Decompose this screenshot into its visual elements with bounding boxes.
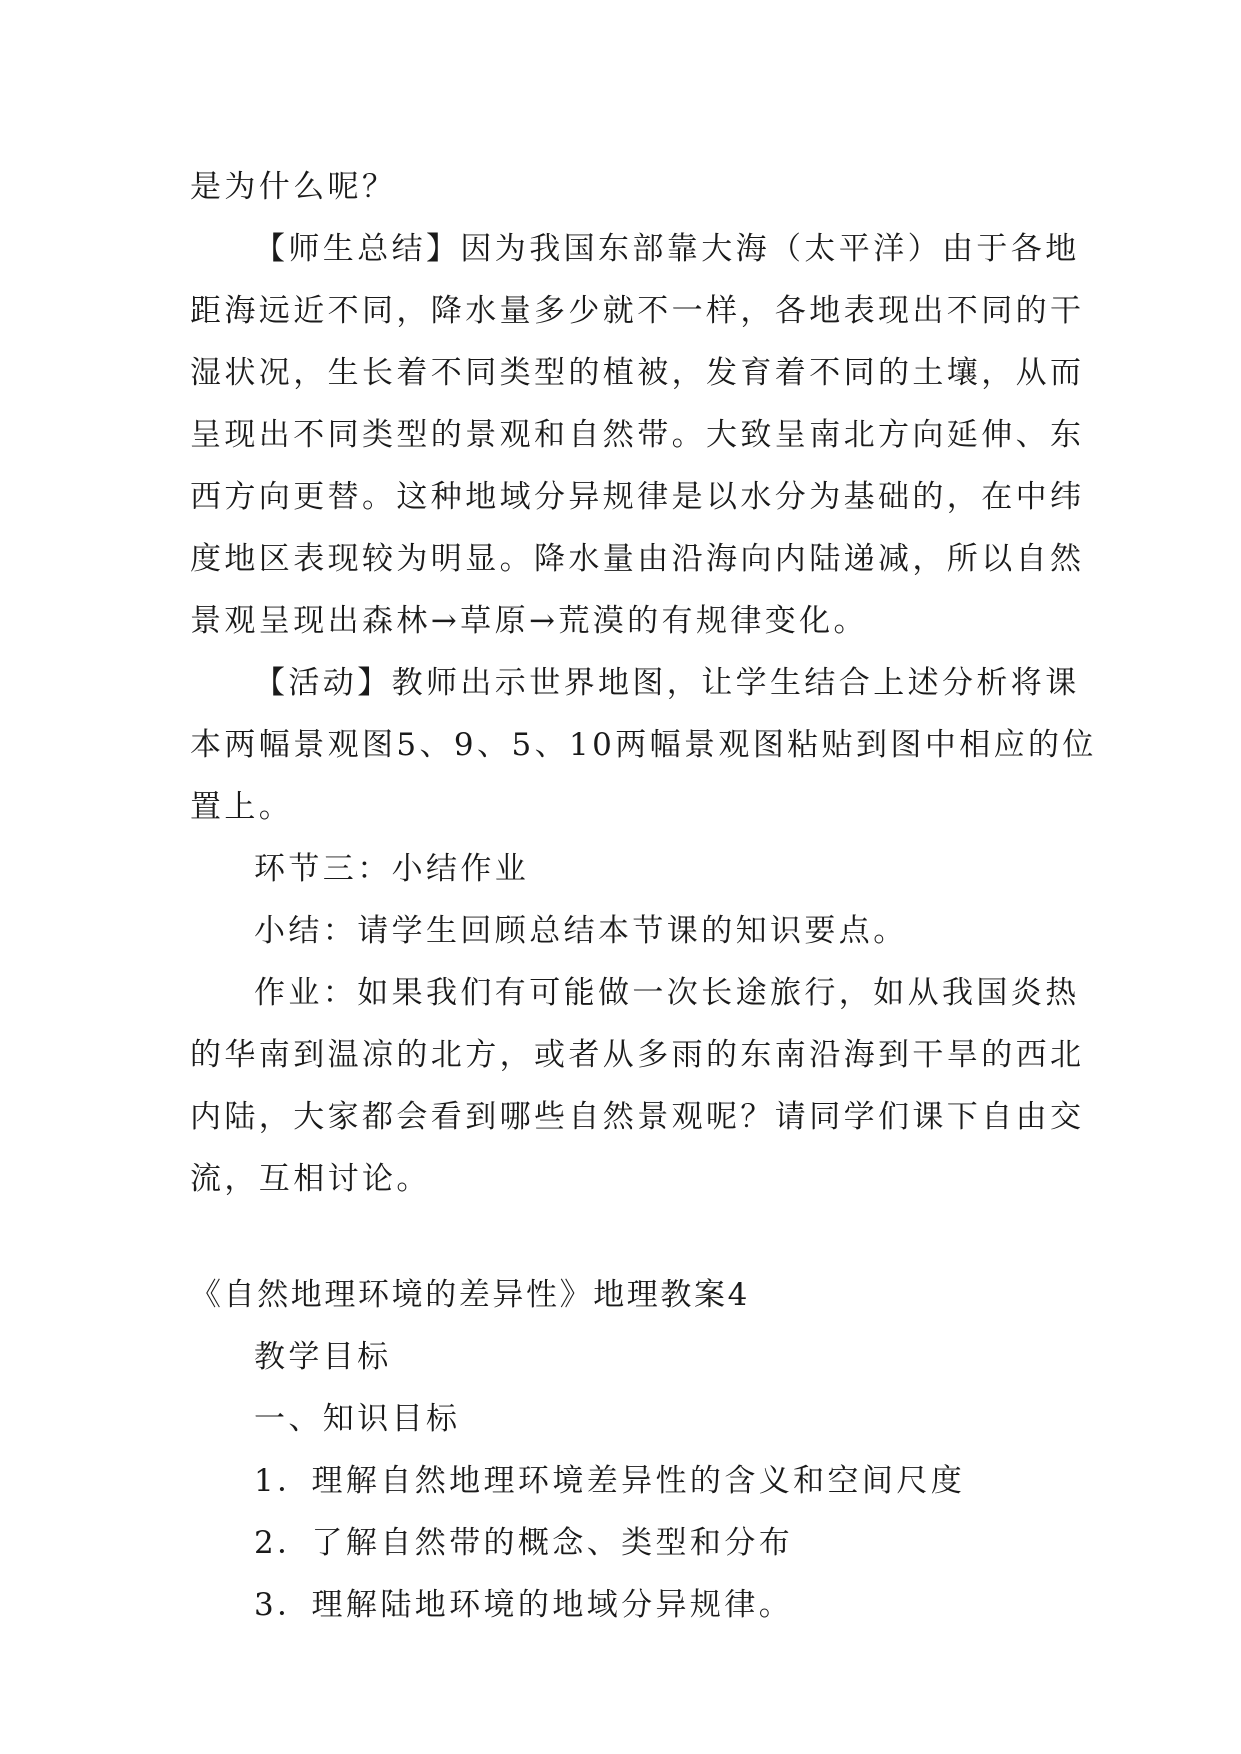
paragraph-summary xyxy=(190,218,1085,652)
text-line: 景观呈现出森林→草原→荒漠的有规律变化。 xyxy=(190,603,868,639)
objective-item: 3．理解陆地环境的地域分异规律。 xyxy=(254,1587,794,1623)
text-line: 小结：请学生回顾总结本节课的知识要点。 xyxy=(254,913,908,949)
paragraph-step xyxy=(190,838,1052,900)
text-line: 距海远近不同，降水量多少就不一样，各地表现出不同的干 xyxy=(190,293,1085,329)
objective-item: 1．理解自然地理环境差异性的含义和空间尺度 xyxy=(254,1463,966,1499)
paragraph-homework xyxy=(190,962,1085,1210)
text-line: 西方向更替。这种地域分异规律是以水分为基础的，在中纬 xyxy=(190,479,1085,515)
text-line: 本两幅景观图5、9、5、10两幅景观图粘贴到图中相应的位 xyxy=(190,727,1097,763)
section-title: 《自然地理环境的差异性》地理教案4 xyxy=(190,1277,750,1313)
text-line: 内陆，大家都会看到哪些自然景观呢？请同学们课下自由交 xyxy=(190,1099,1085,1135)
text-line: 的华南到温凉的北方，或者从多雨的东南沿海到干旱的西北 xyxy=(190,1037,1085,1073)
text-line: 【师生总结】因为我国东部靠大海（太平洋）由于各地 xyxy=(254,231,1080,267)
objective-item: 2．了解自然带的概念、类型和分布 xyxy=(254,1525,794,1561)
text-line: 置上。 xyxy=(190,789,294,825)
paragraph xyxy=(190,156,1052,218)
text-line: 流，互相讨论。 xyxy=(190,1161,431,1197)
document-page xyxy=(190,156,1097,1636)
objectives-subheading: 一、知识目标 xyxy=(254,1401,461,1437)
paragraph-activity xyxy=(190,652,1097,838)
teaching-objectives xyxy=(190,1326,1052,1636)
text-line: 环节三：小结作业 xyxy=(254,851,530,887)
text-line: 湿状况，生长着不同类型的植被，发育着不同的土壤，从而 xyxy=(190,355,1085,391)
paragraph-recap xyxy=(190,900,1052,962)
text-line: 作业：如果我们有可能做一次长途旅行，如从我国炎热 xyxy=(254,975,1080,1011)
text-line: 是为什么呢？ xyxy=(190,169,397,205)
text-line: 度地区表现较为明显。降水量由沿海向内陆递减，所以自然 xyxy=(190,541,1085,577)
section-spacer xyxy=(190,1210,1052,1264)
objectives-heading: 教学目标 xyxy=(254,1339,392,1375)
text-line: 呈现出不同类型的景观和自然带。大致呈南北方向延伸、东 xyxy=(190,417,1085,453)
text-line: 【活动】教师出示世界地图，让学生结合上述分析将课 xyxy=(254,665,1080,701)
